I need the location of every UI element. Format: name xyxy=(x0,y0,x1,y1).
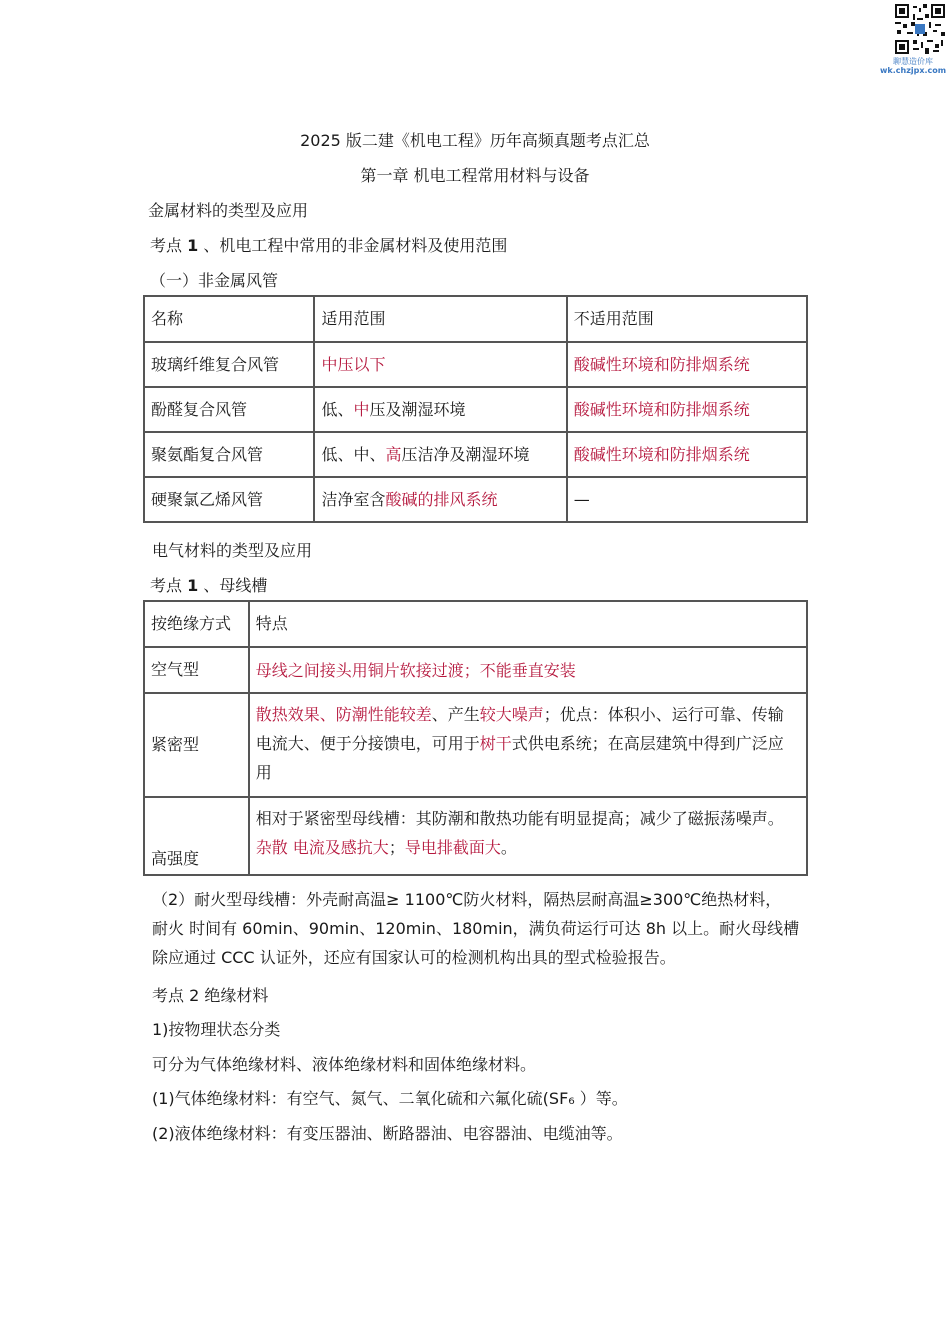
feature-line xyxy=(256,700,806,729)
highlight-text: 散热效果、防潮性能较差 xyxy=(255,705,432,724)
insulation-type-cell: 空气型 xyxy=(144,647,249,693)
highlight-text: 中压以下 xyxy=(321,354,386,374)
text-span: 低、 xyxy=(321,399,354,419)
table-row xyxy=(144,342,807,387)
apply-range-cell xyxy=(314,342,566,387)
key-point-heading: 考点 1 、机电工程中常用的非金属材料及使用范围 xyxy=(150,236,508,255)
column-header: 适用范围 xyxy=(314,296,566,342)
text-span: ； xyxy=(388,838,405,857)
text-span: 用 xyxy=(255,763,272,782)
paragraph-line: 除应通过 CCC 认证外，还应有国家认可的检测机构出具的型式检验报告。 xyxy=(152,948,676,967)
section-heading-2: 电气材料的类型及应用 xyxy=(152,541,313,560)
insulation-type-cell: 紧密型 xyxy=(144,693,249,797)
table-header-row xyxy=(144,296,807,342)
table-row xyxy=(144,797,807,875)
text-span: 。 xyxy=(500,838,517,857)
section-heading: 金属材料的类型及应用 xyxy=(148,201,309,220)
text-span: 、产生 xyxy=(431,705,480,724)
text-span: 低、中、 xyxy=(321,444,386,464)
doc-title: 2025 版二建《机电工程》历年高频真题考点汇总 xyxy=(300,131,650,150)
fire-busway-paragraph xyxy=(152,885,799,972)
column-header: 特点 xyxy=(249,601,807,647)
key-point-heading-3: 考点 2 绝缘材料 xyxy=(152,986,269,1005)
text-span: 式供电系统；在高层建筑中得到广泛应 xyxy=(511,734,784,753)
busway-table xyxy=(143,600,808,876)
table-row xyxy=(144,432,807,477)
duct-table xyxy=(143,295,808,523)
feature-line xyxy=(256,804,806,833)
highlight-text: 酸碱性环境和防排烟系统 xyxy=(573,444,750,464)
feature-line xyxy=(256,833,806,862)
text-span: — xyxy=(573,489,590,509)
not-apply-range-cell xyxy=(567,342,807,387)
apply-range-cell xyxy=(314,477,566,522)
duct-name-cell: 聚氨酯复合风管 xyxy=(144,432,314,477)
highlight-text: 中 xyxy=(353,399,370,419)
column-header: 名称 xyxy=(144,296,314,342)
insulation-type-cell: 高强度 xyxy=(144,797,249,875)
text-line: (2)液体绝缘材料：有变压器油、断路器油、电容器油、电缆油等。 xyxy=(152,1124,623,1143)
highlight-text: 母线之间接头用铜片软接过渡；不能垂直安装 xyxy=(255,660,576,680)
table-header-row xyxy=(144,601,807,647)
highlight-text: 酸碱性环境和防排烟系统 xyxy=(573,399,750,419)
duct-name-cell: 酚醛复合风管 xyxy=(144,387,314,432)
highlight-text: 杂散 电流及感抗大 xyxy=(255,838,389,857)
sub-heading: （一）非金属风管 xyxy=(150,271,279,290)
apply-range-cell xyxy=(314,432,566,477)
highlight-text: 较大噪声 xyxy=(479,705,544,724)
apply-range-cell xyxy=(314,387,566,432)
text-span: 压洁净及潮湿环境 xyxy=(401,444,530,464)
feature-cell xyxy=(249,797,807,875)
duct-name-cell: 硬聚氯乙烯风管 xyxy=(144,477,314,522)
highlight-text: 酸碱性环境和防排烟系统 xyxy=(573,354,750,374)
text-span: 相对于紧密型母线槽：其防潮和散热功能有明显提高；减少了磁振荡噪声。 xyxy=(255,809,784,828)
highlight-text: 树干 xyxy=(479,734,512,753)
not-apply-range-cell xyxy=(567,432,807,477)
feature-line xyxy=(256,729,806,758)
table-row xyxy=(144,477,807,522)
text-span: 压及潮湿环境 xyxy=(369,399,466,419)
text-span: 电流大、便于分接馈电，可用于 xyxy=(255,734,480,753)
sub-heading-3: 1)按物理状态分类 xyxy=(152,1020,281,1039)
text-span: 洁净室含 xyxy=(321,489,386,509)
table-row xyxy=(144,387,807,432)
highlight-text: 酸碱的排风系统 xyxy=(385,489,498,509)
not-apply-range-cell xyxy=(567,477,807,522)
feature-cell xyxy=(249,693,807,797)
table-row xyxy=(144,693,807,797)
text-line: 可分为气体绝缘材料、液体绝缘材料和固体绝缘材料。 xyxy=(152,1055,537,1074)
feature-line xyxy=(256,758,806,787)
paragraph-line: 耐火 时间有 60min、90min、120min、180min，满负荷运行可达 8h 以上。耐火母线槽 xyxy=(152,919,800,938)
qr-code-icon xyxy=(895,4,945,54)
chapter-title: 第一章 机电工程常用材料与设备 xyxy=(360,166,590,185)
text-span: ；优点：体积小、运行可靠、传输 xyxy=(543,705,784,724)
table-row xyxy=(144,647,807,693)
key-point-heading-2: 考点 1 、母线槽 xyxy=(150,576,268,595)
text-line: (1)气体绝缘材料：有空气、氮气、二氧化硫和六氟化硫(SF₆ ）等。 xyxy=(152,1089,628,1108)
feature-line xyxy=(256,656,806,685)
duct-name-cell: 玻璃纤维复合风管 xyxy=(144,342,314,387)
highlight-text: 导电排截面大 xyxy=(404,838,501,857)
highlight-text: 高 xyxy=(385,444,402,464)
feature-cell xyxy=(249,647,807,693)
paragraph-line: （2）耐火型母线槽：外壳耐高温≥ 1100℃防火材料，隔热层耐高温≥300℃绝热材料， xyxy=(152,890,782,909)
not-apply-range-cell xyxy=(567,387,807,432)
qr-label: 聊慧造价库 xyxy=(893,57,933,66)
column-header: 不适用范围 xyxy=(567,296,807,342)
qr-url[interactable]: wk.chzjpx.com xyxy=(880,66,947,75)
column-header: 按绝缘方式 xyxy=(144,601,249,647)
